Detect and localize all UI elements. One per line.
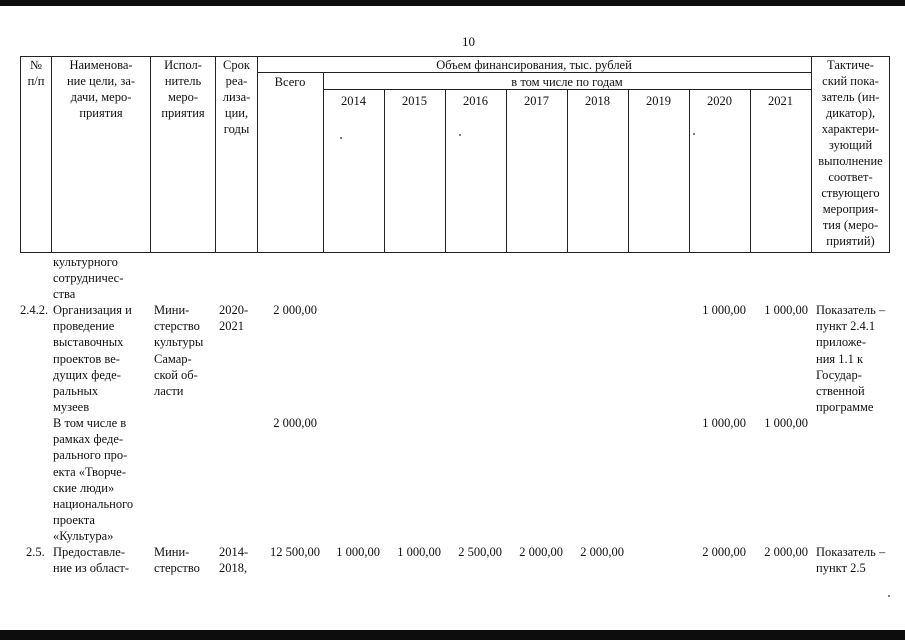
- row-year-2020: 2 000,00: [702, 545, 746, 559]
- header-year-2016: 2016: [463, 94, 488, 108]
- scan-speck: [693, 133, 695, 135]
- row-indicator: Показатель – пункт 2.4.1 приложе- ния 1.1 к Государ- ственной программе: [816, 303, 886, 415]
- row-year-2021: 1 000,00: [764, 303, 808, 317]
- header-year-2020: 2020: [707, 94, 732, 108]
- header-year-2019: 2019: [646, 94, 671, 108]
- header-col-term: Срок реа- лиза- ции, годы: [222, 58, 251, 136]
- header-year-2021: 2021: [768, 94, 793, 108]
- header-financing-title: Объем финансирования, тыс. рублей: [436, 58, 632, 72]
- row-name: В том числе в рамках феде- рального про- екта «Творче- ские люди» национального проекта «Культура»: [53, 416, 134, 544]
- row-year-2021: 1 000,00: [764, 416, 808, 430]
- row-number: 2.5.: [26, 545, 45, 559]
- row-year-2015: 1 000,00: [397, 545, 441, 559]
- header-by-years: в том числе по годам: [511, 75, 623, 89]
- scan-bottom-border: [0, 630, 905, 640]
- row-executor: Мини- стерство: [154, 545, 200, 576]
- page-number: 10: [462, 34, 475, 49]
- row-year-2016: 2 500,00: [458, 545, 502, 559]
- scan-speck: [888, 595, 890, 597]
- row-year-2018: 2 000,00: [580, 545, 624, 559]
- row-total: 2 000,00: [273, 416, 317, 430]
- row-term: 2014- 2018,: [219, 545, 249, 576]
- row-year-2020: 1 000,00: [702, 303, 746, 317]
- row-name: Предоставле- ние из област-: [53, 545, 130, 576]
- header-year-2018: 2018: [585, 94, 610, 108]
- header-col-indicator: Тактиче- ский пока- затель (ин- дикатор), характери- зующий выполнение соответ- ствующего мероприя- тия (меро- приятий): [818, 58, 883, 248]
- scan-speck: [459, 134, 461, 136]
- table-row-continuation: культурного сотрудничес- ства: [53, 255, 124, 302]
- scan-speck: [340, 137, 342, 139]
- row-total: 2 000,00: [273, 303, 317, 317]
- row-term: 2020- 2021: [219, 303, 249, 334]
- header-col-total: Всего: [274, 75, 306, 89]
- row-total: 12 500,00: [270, 545, 320, 559]
- row-number: 2.4.2.: [20, 303, 49, 317]
- row-year-2014: 1 000,00: [336, 545, 380, 559]
- row-executor: Мини- стерство культуры Самар- ской об- ласти: [154, 303, 204, 399]
- header-col-number: № п/п: [27, 58, 45, 88]
- row-year-2021: 2 000,00: [764, 545, 808, 559]
- header-table: [0, 0, 905, 260]
- header-col-executor: Испол- нитель меро- приятия: [161, 58, 205, 120]
- header-year-2015: 2015: [402, 94, 427, 108]
- row-year-2020: 1 000,00: [702, 416, 746, 430]
- row-indicator: Показатель – пункт 2.5: [816, 545, 886, 576]
- row-year-2017: 2 000,00: [519, 545, 563, 559]
- header-year-2017: 2017: [524, 94, 549, 108]
- row-name: Организация и проведение выставочных проектов ве- дущих феде- ральных музеев: [53, 303, 132, 415]
- header-year-2014: 2014: [341, 94, 366, 108]
- header-col-name: Наименова- ние цели, за- дачи, меро- приятия: [66, 58, 136, 120]
